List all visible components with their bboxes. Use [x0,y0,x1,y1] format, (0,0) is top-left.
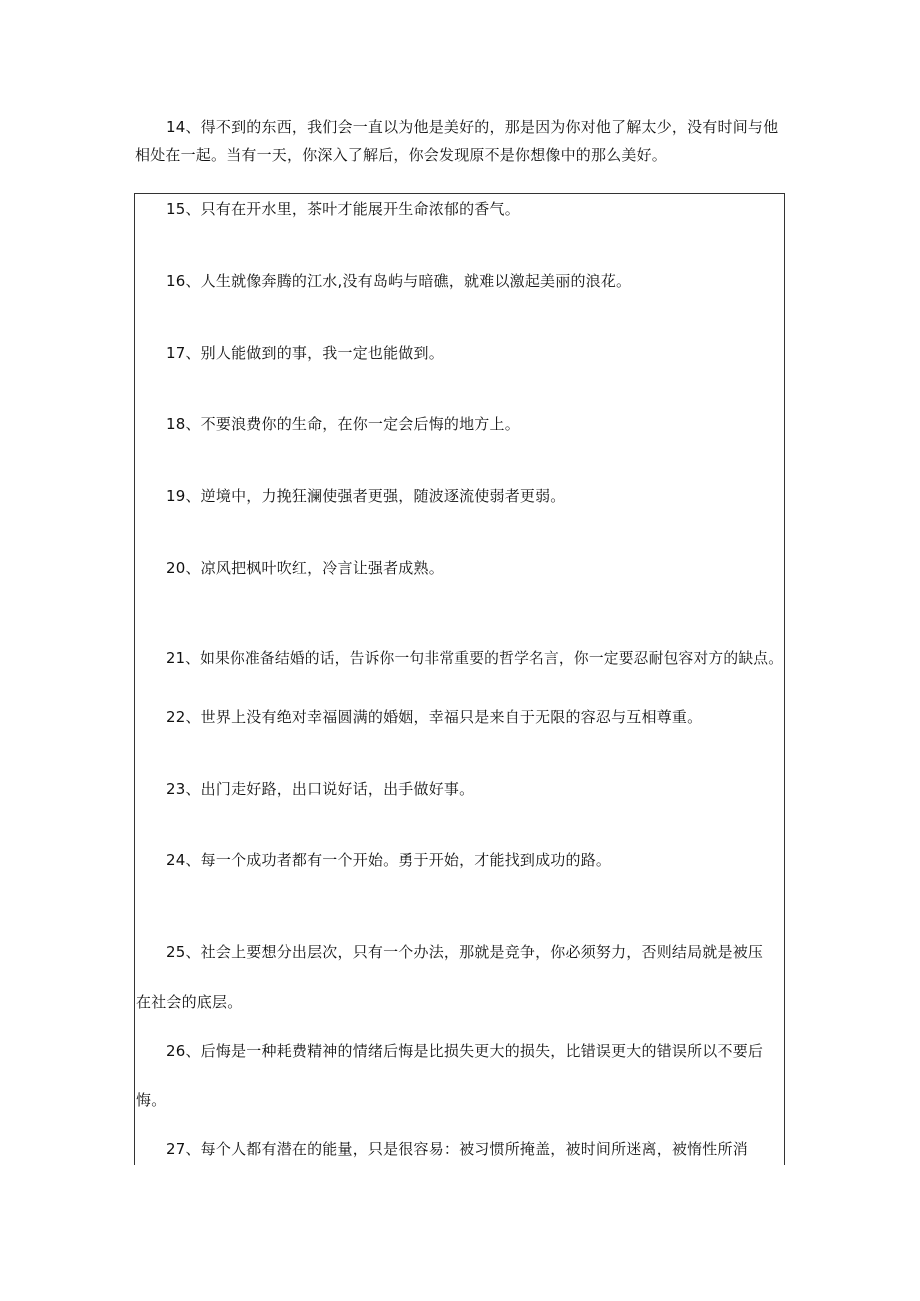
quote-27-line-1: 27、每个人都有潜在的能量，只是很容易：被习惯所掩盖，被时间所迷离，被惰性所消 [166,1140,748,1158]
quote-20: 20、凉风把枫叶吹红，冷言让强者成熟。 [166,559,444,577]
quote-14-line-2: 相处在一起。当有一天，你深入了解后，你会发现原不是你想像中的那么美好。 [135,146,668,164]
quote-19: 19、逆境中，力挽狂澜使强者更强，随波逐流使弱者更弱。 [166,487,566,505]
quote-22: 22、世界上没有绝对幸福圆满的婚姻，幸福只是来自于无限的容忍与互相尊重。 [166,708,703,726]
quote-15: 15、只有在开水里，茶叶才能展开生命浓郁的香气。 [166,200,520,218]
quote-16: 16、人生就像奔腾的江水,没有岛屿与暗礁，就难以激起美丽的浪花。 [166,272,632,290]
quote-26-line-2: 悔。 [136,1091,167,1109]
quote-24: 24、每一个成功者都有一个开始。勇于开始，才能找到成功的路。 [166,851,612,869]
quote-box-border [134,193,785,1165]
quote-26-line-1: 26、后悔是一种耗费精神的情绪后悔是比损失更大的损失，比错误更大的错误所以不要后 [166,1042,764,1060]
quote-25-line-2: 在社会的底层。 [136,993,243,1011]
quote-21: 21、如果你准备结婚的话，告诉你一句非常重要的哲学名言，你一定要忍耐包容对方的缺点。 [166,650,784,667]
quote-18: 18、不要浪费你的生命，在你一定会后悔的地方上。 [166,415,520,433]
quote-23: 23、出门走好路，出口说好话，出手做好事。 [166,780,475,798]
quote-14-line-1: 14、得不到的东西，我们会一直以为他是美好的，那是因为你对他了解太少，没有时间与他 [166,118,779,136]
quote-25-line-1: 25、社会上要想分出层次，只有一个办法，那就是竞争，你必须努力，否则结局就是被压 [166,943,764,961]
quote-17: 17、别人能做到的事，我一定也能做到。 [166,344,444,362]
